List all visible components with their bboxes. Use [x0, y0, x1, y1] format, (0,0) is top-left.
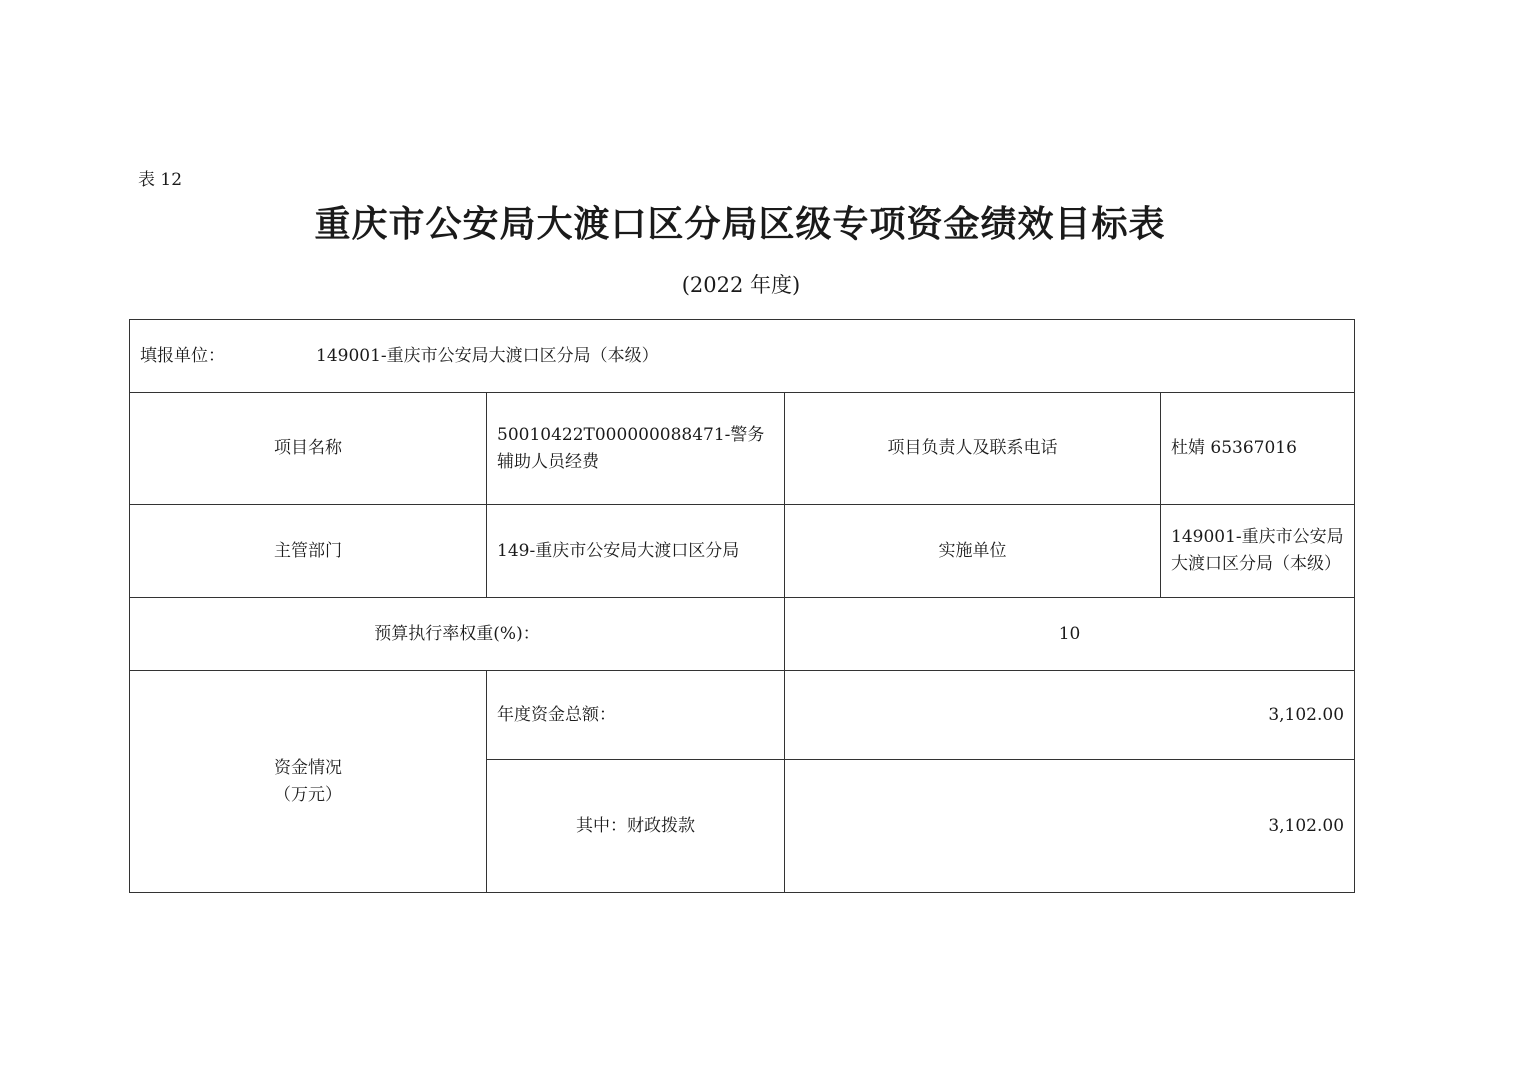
table-row — [130, 393, 1355, 505]
table-row — [130, 671, 1355, 760]
page-title: 重庆市公安局大渡口区分局区级专项资金绩效目标表 — [314, 204, 1166, 245]
table-row — [130, 320, 1355, 393]
project-contact-label: 项目负责人及联系电话 — [785, 393, 1161, 505]
annual-total-label: 年度资金总额： — [487, 671, 785, 760]
filler-unit-cell — [130, 320, 1355, 393]
impl-unit-value: 149001-重庆市公安局大渡口区分局（本级） — [1161, 505, 1355, 598]
fiscal-value: 3,102.00 — [785, 760, 1355, 893]
filler-unit-label: 填报单位： — [140, 345, 225, 366]
performance-target-table — [129, 319, 1355, 893]
funds-label-cell — [130, 671, 487, 893]
table-number: 表 12 — [138, 170, 183, 190]
fiscal-label: 其中：财政拨款 — [487, 760, 785, 893]
budget-weight-label: 预算执行率权重(%)： — [130, 598, 785, 671]
annual-total-value: 3,102.00 — [785, 671, 1355, 760]
funds-unit: （万元） — [274, 784, 342, 805]
funds-label: 资金情况 — [274, 757, 342, 778]
project-name-label: 项目名称 — [130, 393, 487, 505]
filler-unit-value: 149001-重庆市公安局大渡口区分局（本级） — [316, 345, 659, 366]
department-label: 主管部门 — [130, 505, 487, 598]
department-value: 149-重庆市公安局大渡口区分局 — [487, 505, 785, 598]
table-row — [130, 598, 1355, 671]
project-contact-value: 杜婧 65367016 — [1161, 393, 1355, 505]
project-name-value: 50010422T000000088471-警务辅助人员经费 — [487, 393, 785, 505]
table-row — [130, 505, 1355, 598]
budget-weight-value: 10 — [785, 598, 1355, 671]
impl-unit-label: 实施单位 — [785, 505, 1161, 598]
page-subtitle: (2022 年度) — [681, 273, 801, 297]
